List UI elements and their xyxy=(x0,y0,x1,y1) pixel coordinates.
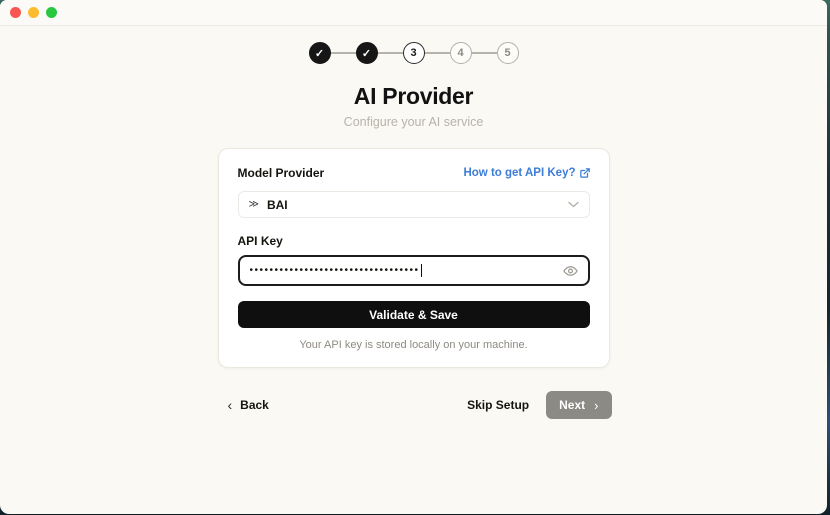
provider-selected-value: BAI xyxy=(266,197,288,212)
external-link-icon xyxy=(580,168,590,178)
step-connector xyxy=(378,52,403,54)
validate-save-button[interactable]: Validate & Save xyxy=(238,301,590,328)
setup-stepper xyxy=(0,42,827,64)
chevron-down-icon xyxy=(568,201,579,208)
next-button[interactable] xyxy=(546,391,611,419)
check-icon: ✓ xyxy=(314,47,325,60)
step-label: 4 xyxy=(457,47,464,59)
back-label: Back xyxy=(240,398,269,412)
masked-api-key-value: •••••••••••••••••••••••••••••••••• xyxy=(249,265,420,276)
provider-logo-icon: ≫ xyxy=(248,198,259,210)
provider-select[interactable] xyxy=(238,191,590,218)
step-connector xyxy=(425,52,450,54)
skip-setup-button[interactable]: Skip Setup xyxy=(467,398,530,412)
minimize-window-button[interactable] xyxy=(28,7,39,18)
provider-card xyxy=(218,148,610,368)
step-1-completed xyxy=(309,42,331,64)
api-key-help-link[interactable] xyxy=(463,167,589,179)
api-key-input[interactable] xyxy=(238,255,590,286)
step-label: 3 xyxy=(410,47,417,59)
step-5-upcoming xyxy=(497,42,519,64)
check-icon: ✓ xyxy=(361,47,372,60)
step-3-active xyxy=(403,42,425,64)
step-2-completed xyxy=(356,42,378,64)
next-label: Next xyxy=(559,398,586,412)
page-title: AI Provider xyxy=(353,83,474,109)
step-connector xyxy=(472,52,497,54)
step-label: 5 xyxy=(504,47,511,59)
page-subtitle: Configure your AI service xyxy=(343,115,484,129)
wizard-content xyxy=(0,26,827,419)
zoom-window-button[interactable] xyxy=(46,7,57,18)
chevron-left-icon: ‹ xyxy=(227,397,233,413)
step-4-upcoming xyxy=(450,42,472,64)
back-button[interactable] xyxy=(216,398,269,412)
help-link-label: How to get API Key? xyxy=(463,167,576,179)
close-window-button[interactable] xyxy=(10,7,21,18)
api-key-label: API Key xyxy=(237,234,283,248)
text-cursor xyxy=(421,264,422,277)
chevron-right-icon: › xyxy=(594,397,599,413)
model-provider-label: Model Provider xyxy=(237,166,325,180)
step-connector xyxy=(331,52,356,54)
storage-note: Your API key is stored locally on your machine. xyxy=(299,339,528,351)
titlebar xyxy=(0,0,827,26)
toggle-visibility-button[interactable] xyxy=(563,265,578,277)
wizard-footer xyxy=(216,391,612,419)
